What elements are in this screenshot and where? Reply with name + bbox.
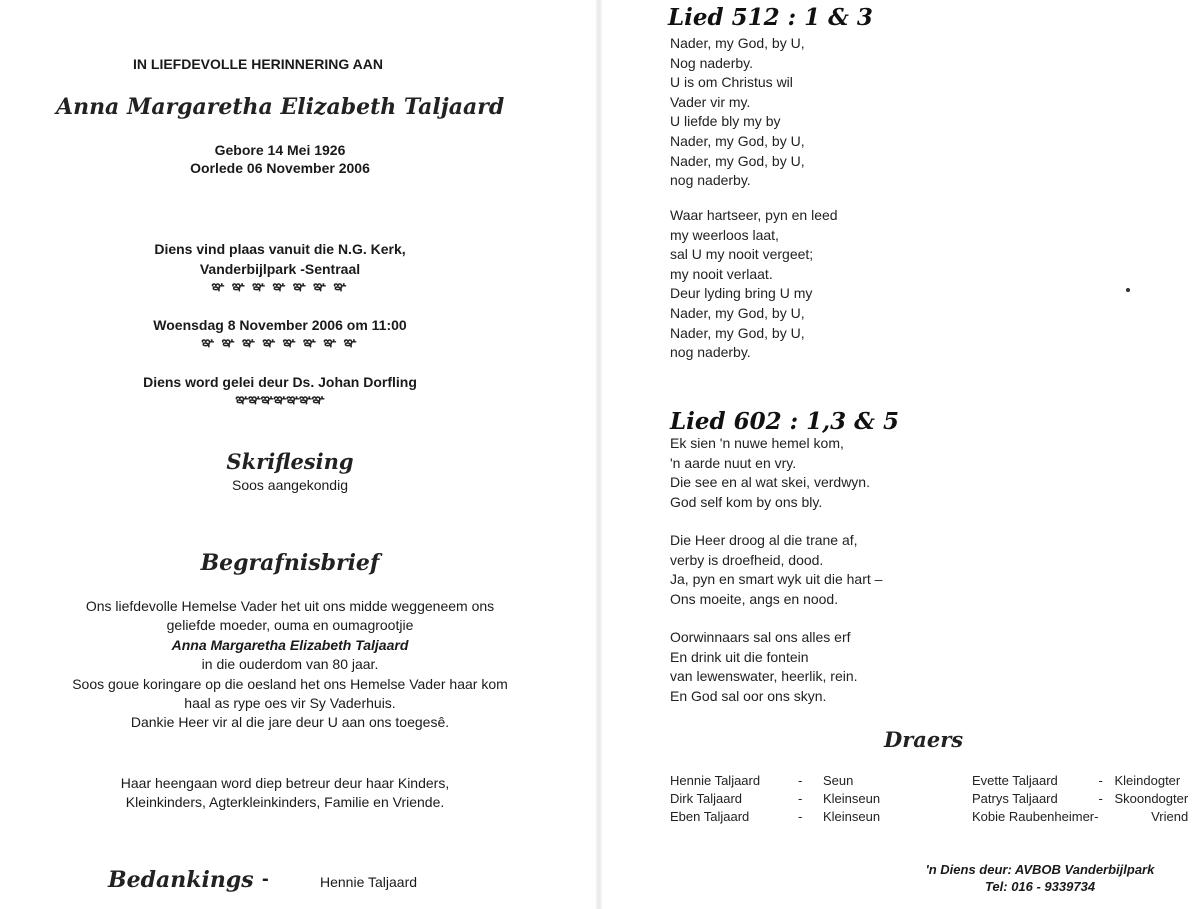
bearer-dash: -: [798, 809, 803, 824]
verse-line: En God sal oor ons skyn.: [670, 687, 827, 704]
service-place-line-2: Vanderbijlpark -Sentraal: [199, 261, 361, 277]
funeral-service-block: [890, 861, 1190, 895]
bearer-role: Seun: [823, 773, 854, 788]
verse-line: Deur lyding bring U my: [670, 285, 813, 302]
hymn-2-title: Lied 602 : 1,3 & 5: [670, 408, 899, 435]
death-date: Oorlede 06 November 2006: [190, 160, 370, 176]
letter-line-name: Anna Margaretha Elizabeth Taljaard: [171, 636, 409, 653]
hymn-1-verse-2: [670, 206, 838, 363]
left-page: [0, 0, 590, 909]
ornament-divider: ఞ ఞ ఞ ఞ ఞ ఞ ఞ: [211, 278, 349, 293]
verse-line: Nog naderby.: [670, 54, 754, 71]
bearers-table-right: [972, 772, 1188, 826]
hymn-1-title: Lied 512 : 1 & 3: [668, 4, 873, 31]
bearer-role: Vriend: [1151, 809, 1189, 824]
verse-line: Ons moeite, angs en nood.: [670, 590, 839, 607]
deceased-name: Anna Margaretha Elizabeth Taljaard: [56, 94, 505, 120]
right-page: [600, 0, 1200, 909]
verse-line: Ek sien 'n nuwe hemel kom,: [670, 435, 844, 451]
verse-line: En drink uit die fontein: [670, 648, 809, 665]
hymn-2-verse-3: [670, 628, 858, 706]
verse-line: God self kom by ons bly.: [670, 493, 823, 510]
service-place-block: [100, 239, 460, 293]
thanks-dash: -: [262, 868, 269, 890]
officiant-block: [70, 372, 490, 406]
bearer-role: Skoondogter: [1114, 791, 1189, 806]
bearer-row: [670, 772, 880, 790]
verse-line: U liefde bly my by: [670, 113, 781, 130]
verse-line: van lewenswater, heerlik, rein.: [670, 668, 858, 685]
verse-line: Die Heer droog al die trane af,: [670, 532, 858, 548]
letter-line: Ons liefdevolle Hemelse Vader het uit ons midde weggeneem ons: [85, 598, 495, 614]
bearer-row: [670, 808, 880, 826]
bearer-role: Kleindogter: [1114, 773, 1181, 788]
reading-text: Soos aangekondig: [232, 477, 348, 493]
verse-line: 'n aarde nuut en vry.: [670, 454, 797, 471]
bearers-table-left: [670, 772, 880, 826]
hymn-2-verse-2: [670, 531, 882, 609]
letter-line: Dankie Heer vir al die jare deur U aan ons toegesê.: [130, 714, 450, 731]
verse-line: my weerloos laat,: [670, 226, 779, 243]
bearer-dash: -: [1098, 773, 1103, 788]
thanks-title: Bedankings: [108, 867, 254, 893]
letter-line: haal as rype oes vir Sy Vaderhuis.: [184, 695, 396, 712]
verse-line: Nader, my God, by U,: [670, 35, 805, 51]
bearer-dash: [1098, 808, 1114, 826]
memorial-header: IN LIEFDEVOLLE HERINNERING AAN: [133, 56, 383, 72]
bearer-name: Patrys Taljaard: [972, 791, 1058, 806]
bearer-name: Eben Taljaard: [670, 809, 750, 824]
letter-line: in die ouderdom van 80 jaar.: [201, 656, 379, 673]
verse-line: Waar hartseer, pyn en leed: [670, 207, 838, 223]
mourners-line-1: Haar heengaan word diep betreur deur haar Kinders,: [120, 775, 450, 791]
verse-line: Oorwinnaars sal ons alles erf: [670, 629, 851, 645]
bearer-role: Kleinseun: [823, 809, 881, 824]
bearer-row: [972, 772, 1188, 790]
bearer-name: Hennie Taljaard: [670, 773, 761, 788]
verse-line: nog naderby.: [670, 172, 751, 189]
verse-line: Nader, my God, by U,: [670, 132, 805, 149]
letter-line: Soos goue koringare op die oesland het ons Hemelse Vader haar kom: [72, 675, 508, 692]
mourners-line-2: Kleinkinders, Agterkleinkinders, Familie en Vriende.: [125, 794, 445, 810]
ornament-divider: ఞ ఞ ఞ ఞ ఞ ఞ ఞ ఞ: [201, 334, 359, 349]
letter-title: Begrafnisbrief: [200, 550, 380, 576]
hymn-2-verse-1: [670, 434, 870, 512]
speck: [1126, 288, 1130, 292]
verse-line: sal U my nooit vergeet;: [670, 246, 814, 263]
bearer-row: [972, 790, 1188, 808]
hymn-1-verse-1: [670, 34, 805, 191]
letter-body: [10, 597, 570, 733]
mourners-block: [50, 774, 520, 812]
verse-line: U is om Christus wil: [670, 74, 793, 91]
officiant: Diens word gelei deur Ds. Johan Dorfling: [143, 374, 417, 390]
verse-line: Ja, pyn en smart wyk uit die hart –: [670, 571, 883, 588]
verse-line: Nader, my God, by U,: [670, 152, 805, 169]
verse-line: Nader, my God, by U,: [670, 324, 805, 341]
funeral-provider: 'n Diens deur: AVBOB Vanderbijlpark: [925, 862, 1155, 877]
service-time-block: [85, 315, 475, 349]
reading-title: Skriflesing: [226, 449, 354, 474]
funeral-phone: Tel: 016 - 9339734: [984, 879, 1096, 894]
thanks-name: Hennie Taljaard: [320, 874, 418, 890]
bearer-dash: -: [798, 791, 803, 806]
ornament-divider: ఞఞఞఞఞఞఞ: [235, 391, 325, 406]
letter-line: geliefde moeder, ouma en oumagrootjie: [166, 617, 414, 634]
bearer-role: Kleinseun: [823, 791, 881, 806]
service-time: Woensdag 8 November 2006 om 11:00: [153, 317, 407, 333]
verse-line: my nooit verlaat.: [670, 265, 773, 282]
verse-line: Die see en al wat skei, verdwyn.: [670, 474, 870, 491]
service-place-line-1: Diens vind plaas vanuit die N.G. Kerk,: [154, 241, 406, 257]
birth-date: Gebore 14 Mei 1926: [214, 142, 346, 158]
bearer-name: Kobie Raubenheimer-: [972, 809, 1099, 824]
bearer-row: [972, 808, 1188, 826]
bearer-name: Dirk Taljaard: [670, 791, 743, 806]
bearers-title: Draers: [884, 727, 964, 752]
bearer-dash: -: [1098, 791, 1103, 806]
verse-line: Nader, my God, by U,: [670, 304, 805, 321]
verse-line: nog naderby.: [670, 344, 751, 361]
bearer-row: [670, 790, 880, 808]
verse-line: verby is droefheid, dood.: [670, 551, 824, 568]
verse-line: Vader vir my.: [670, 93, 751, 110]
bearer-dash: -: [798, 773, 803, 788]
bearer-name: Evette Taljaard: [972, 773, 1058, 788]
dates-block: [100, 141, 460, 177]
